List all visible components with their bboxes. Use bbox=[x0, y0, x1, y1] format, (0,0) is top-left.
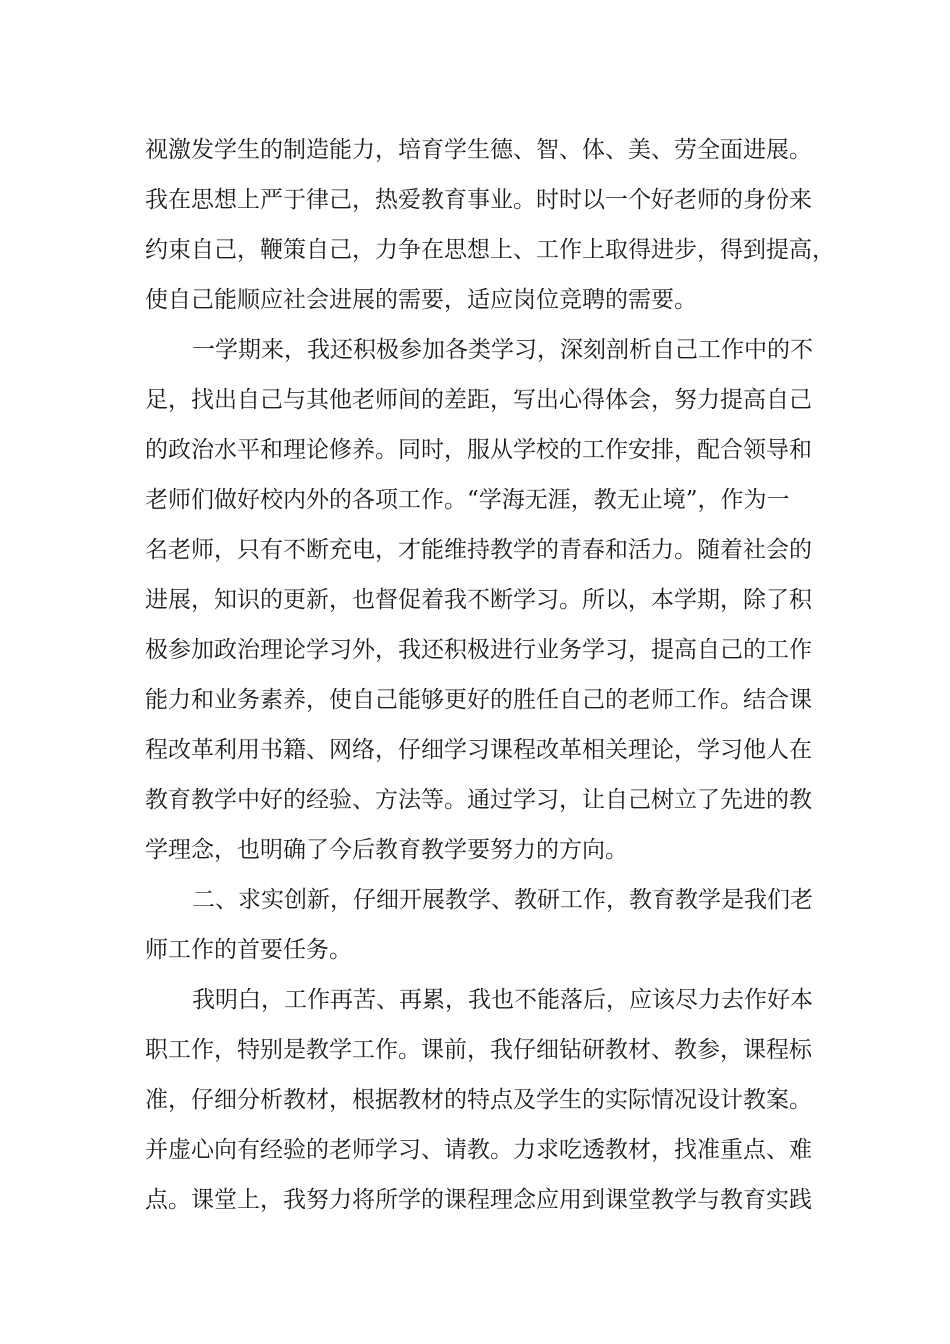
text-line: 足，找出自己与其他老师间的差距，写出心得体会，努力提高自己 bbox=[145, 387, 812, 413]
text-line: 的政治水平和理论修养。同时，服从学校的工作安排，配合领导和 bbox=[145, 437, 812, 463]
paragraph-first-line: 我明白，工作再苦、再累，我也不能落后，应该尽力去作好本 bbox=[192, 987, 813, 1013]
text-line: 我在思想上严于律己，热爱教育事业。时时以一个好老师的身份来 bbox=[145, 187, 812, 213]
text-line: 并虚心向有经验的老师学习、请教。力求吃透教材，找准重点、难 bbox=[145, 1137, 812, 1163]
text-line: 极参加政治理论学习外，我还积极进行业务学习，提高自己的工作 bbox=[145, 637, 812, 663]
text-line: 教育教学中好的经验、方法等。通过学习，让自己树立了先进的教 bbox=[145, 787, 812, 813]
text-line: 约束自己，鞭策自己，力争在思想上、工作上取得进步，得到提高， bbox=[145, 237, 835, 263]
section-heading-line: 二、求实创新，仔细开展教学、教研工作，教育教学是我们老 bbox=[192, 887, 813, 913]
text-line: 能力和业务素养，使自己能够更好的胜任自己的老师工作。结合课 bbox=[145, 687, 812, 713]
section-heading-line: 师工作的首要任务。 bbox=[145, 937, 352, 963]
text-line: 学理念，也明确了今后教育教学要努力的方向。 bbox=[145, 837, 628, 863]
text-line: 老师们做好校内外的各项工作。“学海无涯，教无止境”，作为一 bbox=[145, 487, 790, 513]
text-line: 点。课堂上，我努力将所学的课程理念应用到课堂教学与教育实践 bbox=[145, 1187, 812, 1213]
text-line: 进展，知识的更新，也督促着我不断学习。所以，本学期，除了积 bbox=[145, 587, 812, 613]
text-line: 职工作，特别是教学工作。课前，我仔细钻研教材、教参，课程标 bbox=[145, 1037, 812, 1063]
text-line: 程改革利用书籍、网络，仔细学习课程改革相关理论，学习他人在 bbox=[145, 737, 812, 763]
text-line: 视激发学生的制造能力，培育学生德、智、体、美、劳全面进展。 bbox=[145, 137, 812, 163]
text-line: 准，仔细分析教材，根据教材的特点及学生的实际情况设计教案。 bbox=[145, 1087, 812, 1113]
paragraph-first-line: 一学期来，我还积极参加各类学习，深刻剖析自己工作中的不 bbox=[192, 337, 813, 363]
text-line: 名老师，只有不断充电，才能维持教学的青春和活力。随着社会的 bbox=[145, 537, 812, 563]
text-line: 使自己能顺应社会进展的需要，适应岗位竞聘的需要。 bbox=[145, 287, 697, 313]
